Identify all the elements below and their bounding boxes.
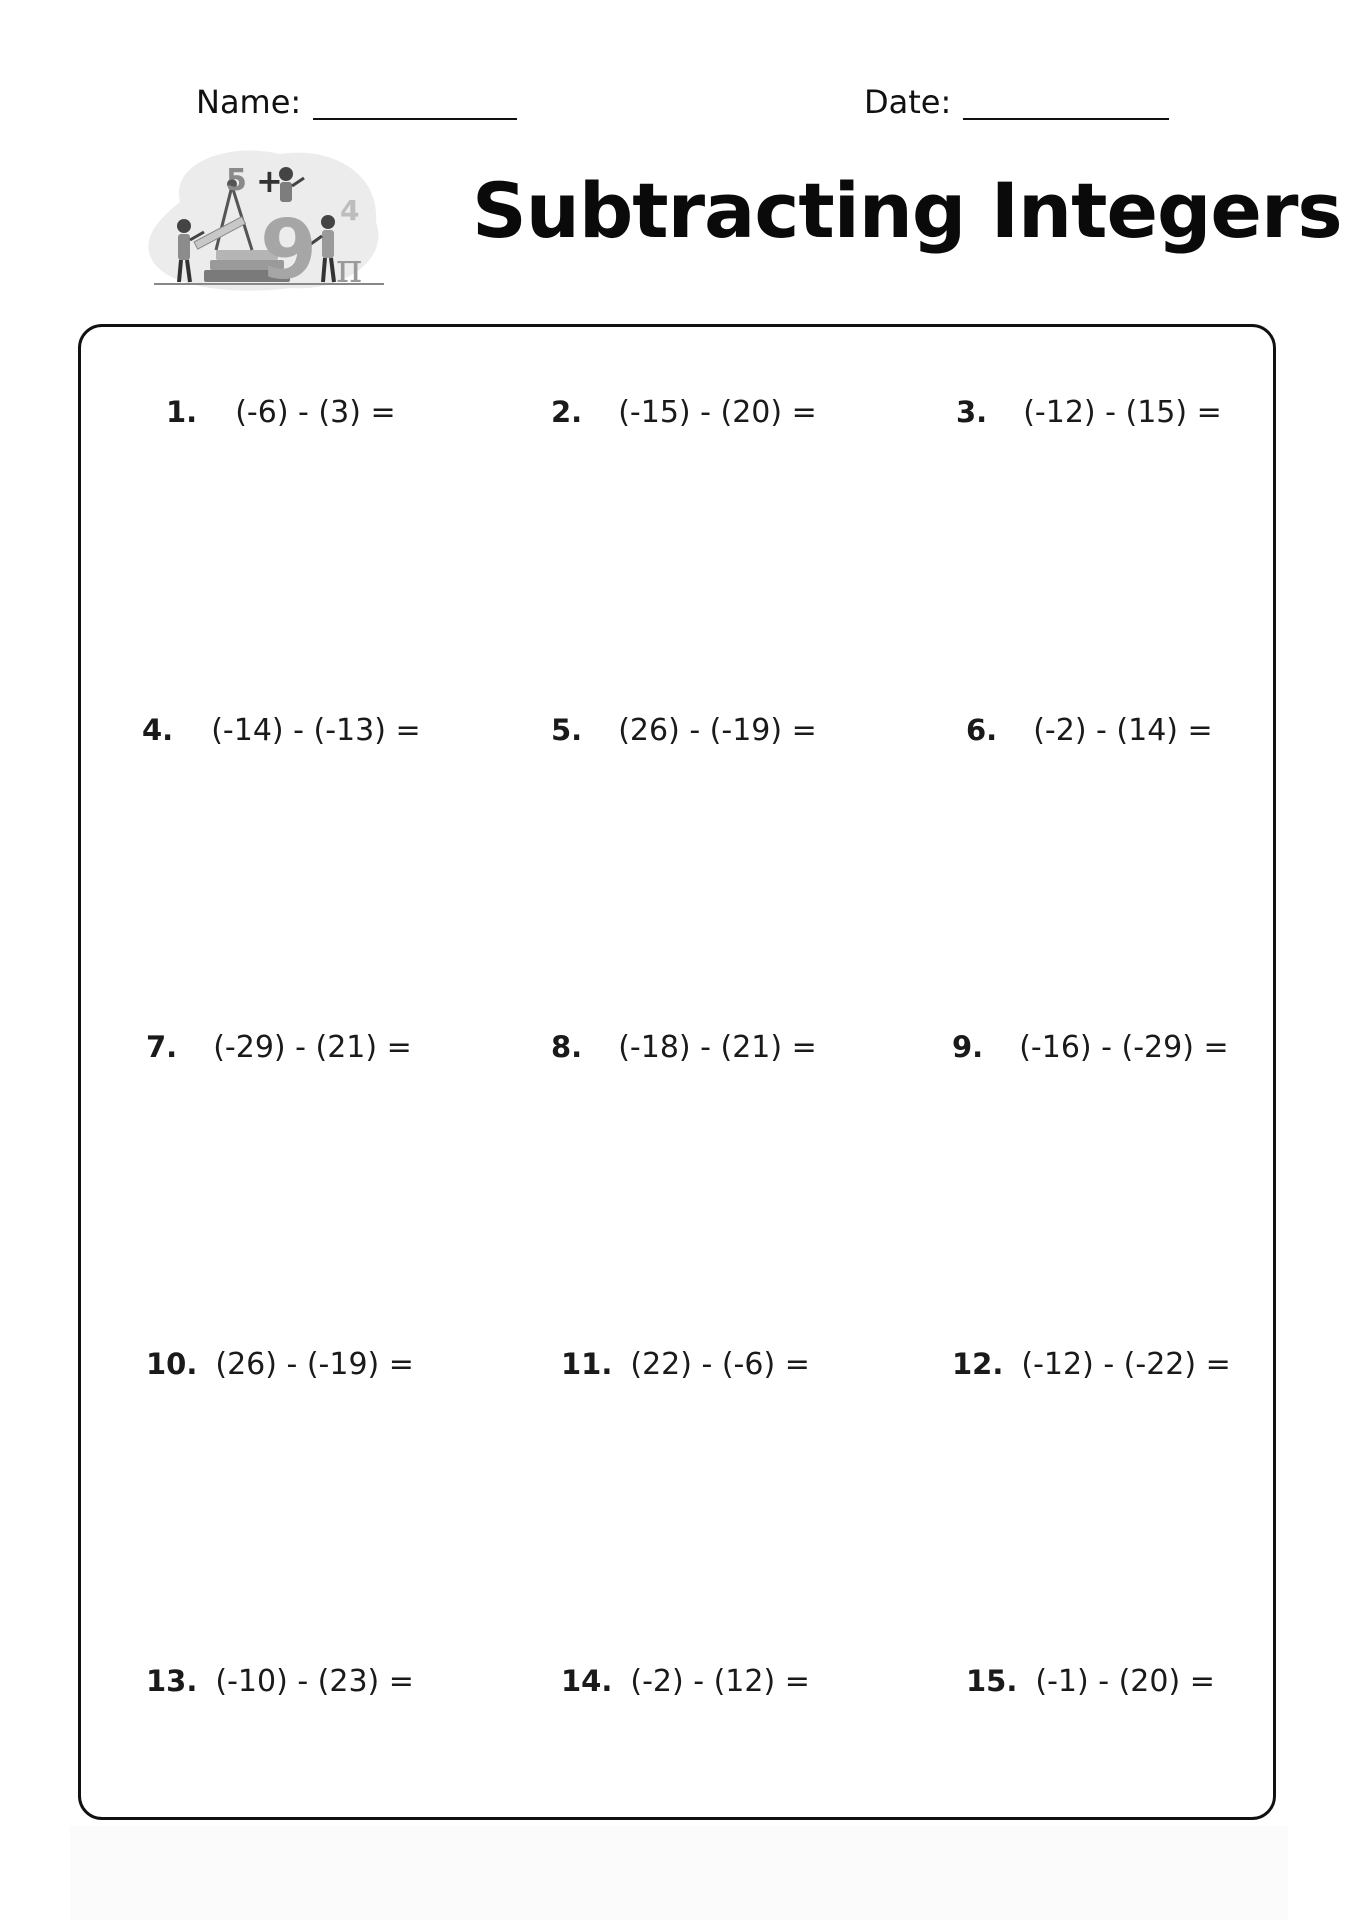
problem-expression: (-14) - (-13) = [211,713,421,748]
problem-expression: (-29) - (21) = [213,1030,412,1065]
name-field[interactable] [196,76,517,120]
illustration-glyph-4: 4 [340,194,360,227]
problem-expression: (26) - (-19) = [618,713,817,748]
problem-8 [551,1029,817,1066]
date-label: Date: [864,83,952,121]
problem-9 [952,1029,1229,1066]
illustration-glyph-plus: + [256,162,283,200]
problem-11 [561,1346,810,1383]
problem-expression: (22) - (-6) = [630,1347,810,1382]
problem-2 [551,394,817,431]
problem-expression: (-10) - (23) = [215,1664,414,1699]
page-footer-shade [70,1826,1288,1920]
problem-expression: (-18) - (21) = [618,1030,817,1065]
problem-10 [146,1346,414,1383]
date-field[interactable] [864,76,1169,120]
problem-number: 13. [146,1664,198,1698]
problem-expression: (-12) - (15) = [1023,395,1222,430]
math-students-illustration-icon [140,142,396,294]
problem-number: 6. [966,713,998,747]
date-blank-line[interactable] [963,88,1169,120]
problem-number: 4. [142,713,174,747]
name-blank-line[interactable] [313,88,517,120]
illustration-glyph-pi: π [336,246,363,292]
problem-3 [956,394,1222,431]
problem-expression: (-16) - (-29) = [1019,1030,1229,1065]
problem-expression: (-2) - (12) = [630,1664,810,1699]
problem-number: 8. [551,1030,583,1064]
problem-number: 15. [966,1664,1018,1698]
problem-number: 10. [146,1347,198,1381]
problem-expression: (-6) - (3) = [235,395,396,430]
problem-number: 12. [952,1347,1004,1381]
problem-number: 2. [551,395,583,429]
problem-number: 7. [146,1030,178,1064]
problem-5 [551,712,817,749]
name-label: Name: [196,83,302,121]
problem-number: 5. [551,713,583,747]
problem-15 [966,1663,1215,1700]
problem-number: 3. [956,395,988,429]
problems-box [78,324,1276,1820]
problem-expression: (26) - (-19) = [215,1347,414,1382]
problem-expression: (-1) - (20) = [1035,1664,1215,1699]
problem-number: 9. [952,1030,984,1064]
illustration-glyph-5: 5 [226,163,247,198]
problem-number: 1. [166,395,198,429]
problem-13 [146,1663,414,1700]
problem-1 [166,394,396,431]
problem-4 [142,712,421,749]
problem-14 [561,1663,810,1700]
problem-7 [146,1029,412,1066]
problem-expression: (-2) - (14) = [1033,713,1213,748]
problem-expression: (-12) - (-22) = [1021,1347,1231,1382]
problem-12 [952,1346,1231,1383]
worksheet-title: Subtracting Integers [472,166,1342,255]
problem-number: 11. [561,1347,613,1381]
problem-number: 14. [561,1664,613,1698]
problem-6 [966,712,1213,749]
problem-expression: (-15) - (20) = [618,395,817,430]
illustration-glyph-9: 9 [260,203,318,294]
